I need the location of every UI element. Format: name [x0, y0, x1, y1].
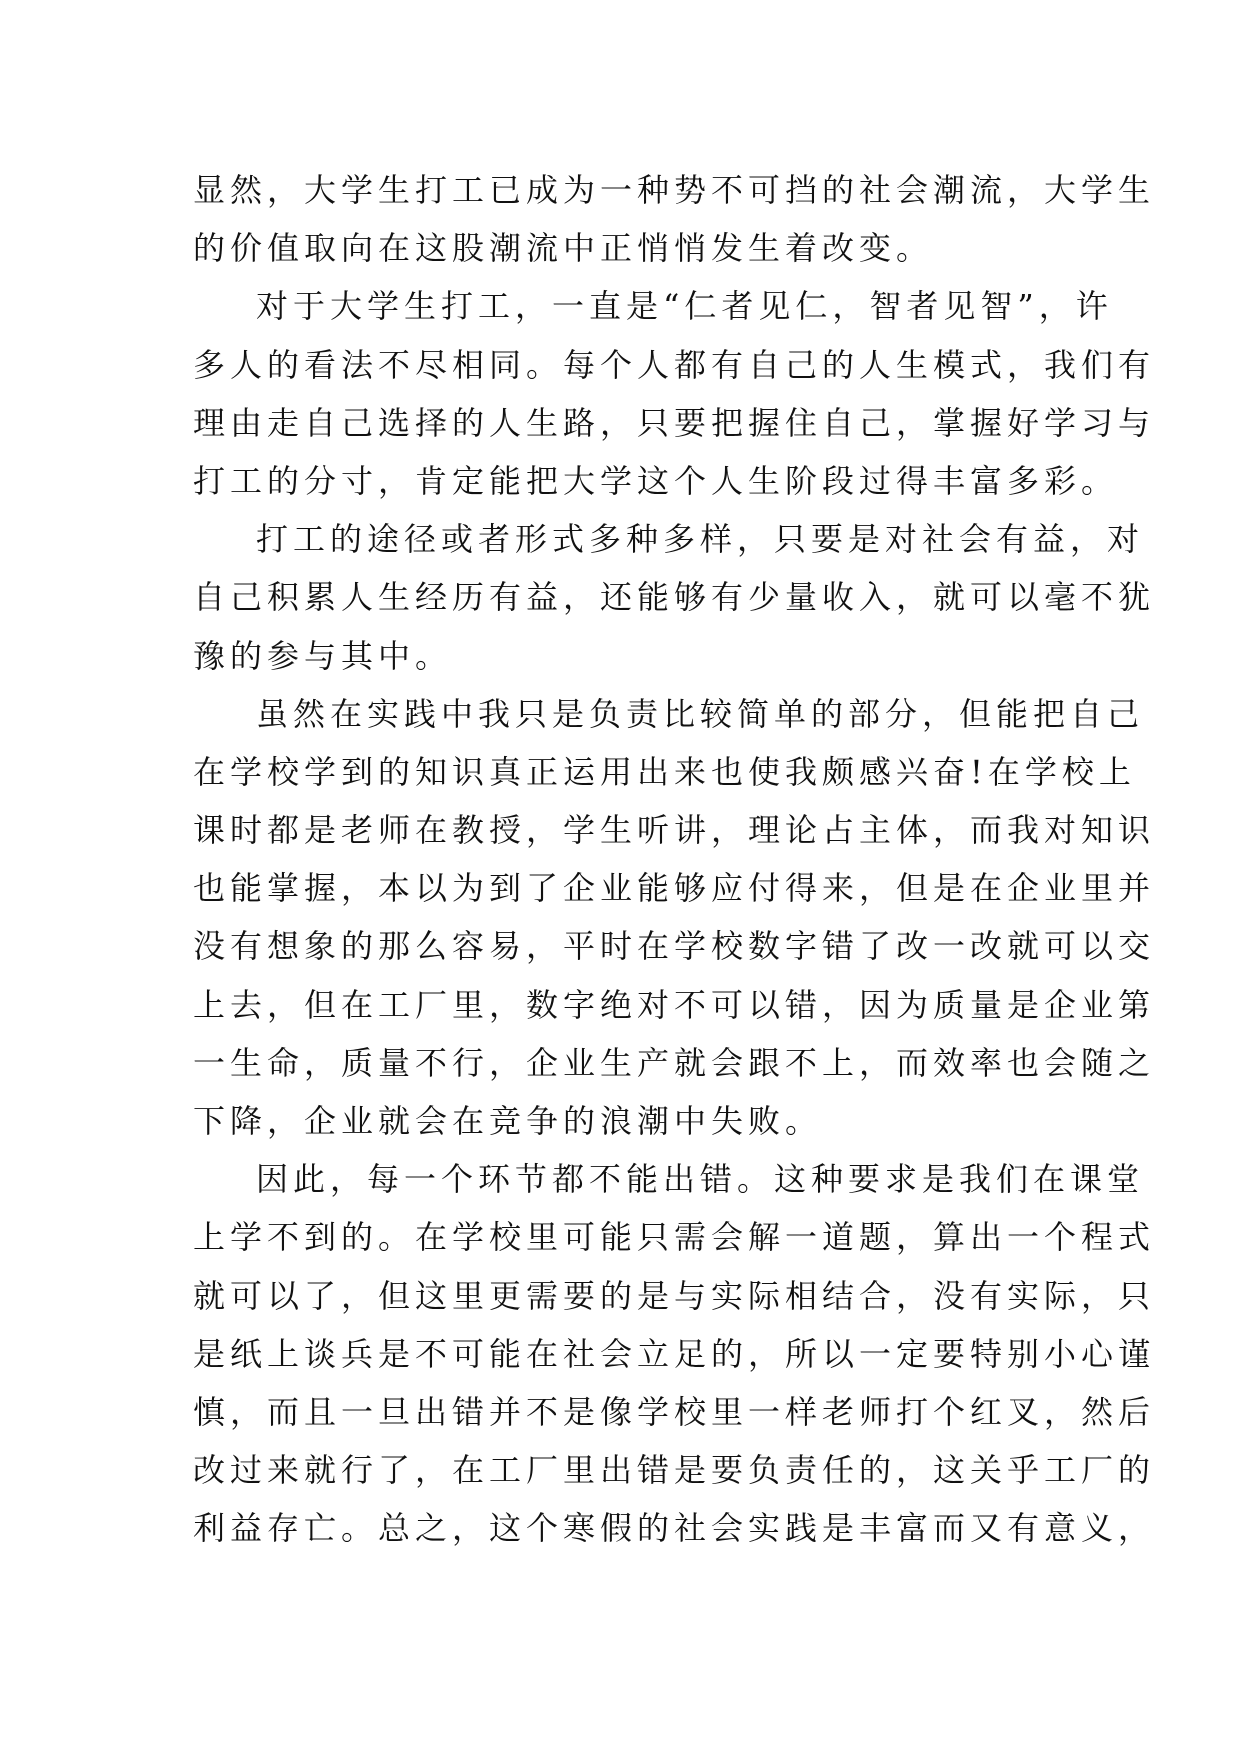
text-line: 的价值取向在这股潮流中正悄悄发生着改变。	[193, 229, 934, 268]
document-body	[193, 161, 1156, 1558]
text-line: 上学不到的。在学校里可能只需会解一道题，算出一个程式	[193, 1218, 1156, 1257]
text-line: 在学校学到的知识真正运用出来也使我颇感兴奋!在学校上	[193, 752, 1136, 791]
text-line: 利益存亡。总之，这个寒假的社会实践是丰富而又有意义，	[193, 1509, 1156, 1548]
text-line: 显然，大学生打工已成为一种势不可挡的社会潮流，大学生	[193, 171, 1156, 209]
text-line: 课时都是老师在教授，学生听讲，理论占主体，而我对知识	[193, 811, 1156, 850]
text-line: 打工的途径或者形式多种多样，只要是对社会有益，对	[256, 520, 1145, 559]
text-line: 自己积累人生经历有益，还能够有少量收入，就可以毫不犹	[193, 578, 1156, 617]
paragraph	[193, 161, 1156, 277]
text-line: 一生命，质量不行，企业生产就会跟不上，而效率也会随之	[193, 1043, 1156, 1082]
text-line: 豫的参与其中。	[193, 636, 453, 675]
text-line: 没有想象的那么容易，平时在学校数字错了改一改就可以交	[193, 927, 1156, 966]
paragraph	[193, 685, 1156, 1151]
text-line: 打工的分寸，肯定能把大学这个人生阶段过得丰富多彩。	[193, 461, 1119, 500]
text-line: 改过来就行了，在工厂里出错是要负责任的，这关乎工厂的	[193, 1451, 1156, 1490]
text-line: 对于大学生打工，一直是“仁者见仁，智者见智”，许	[256, 287, 1113, 326]
text-line: 理由走自己选择的人生路，只要把握住自己，掌握好学习与	[193, 403, 1156, 442]
text-line: 下降，企业就会在竞争的浪潮中失败。	[193, 1102, 823, 1140]
text-line: 就可以了，但这里更需要的是与实际相结合，没有实际，只	[193, 1276, 1156, 1315]
text-line: 因此，每一个环节都不能出错。这种要求是我们在课堂	[256, 1160, 1145, 1199]
text-line: 也能掌握，本以为到了企业能够应付得来，但是在企业里并	[193, 869, 1156, 908]
paragraph	[193, 510, 1156, 685]
text-line: 虽然在实践中我只是负责比较简单的部分，但能把自己	[256, 694, 1145, 733]
text-line: 慎，而且一旦出错并不是像学校里一样老师打个红叉，然后	[193, 1392, 1156, 1431]
paragraph	[193, 1150, 1156, 1557]
text-line: 是纸上谈兵是不可能在社会立足的，所以一定要特别小心谨	[193, 1334, 1156, 1373]
paragraph	[193, 277, 1156, 510]
text-line: 多人的看法不尽相同。每个人都有自己的人生模式，我们有	[193, 345, 1156, 384]
text-line: 上去，但在工厂里，数字绝对不可以错，因为质量是企业第	[193, 985, 1156, 1024]
